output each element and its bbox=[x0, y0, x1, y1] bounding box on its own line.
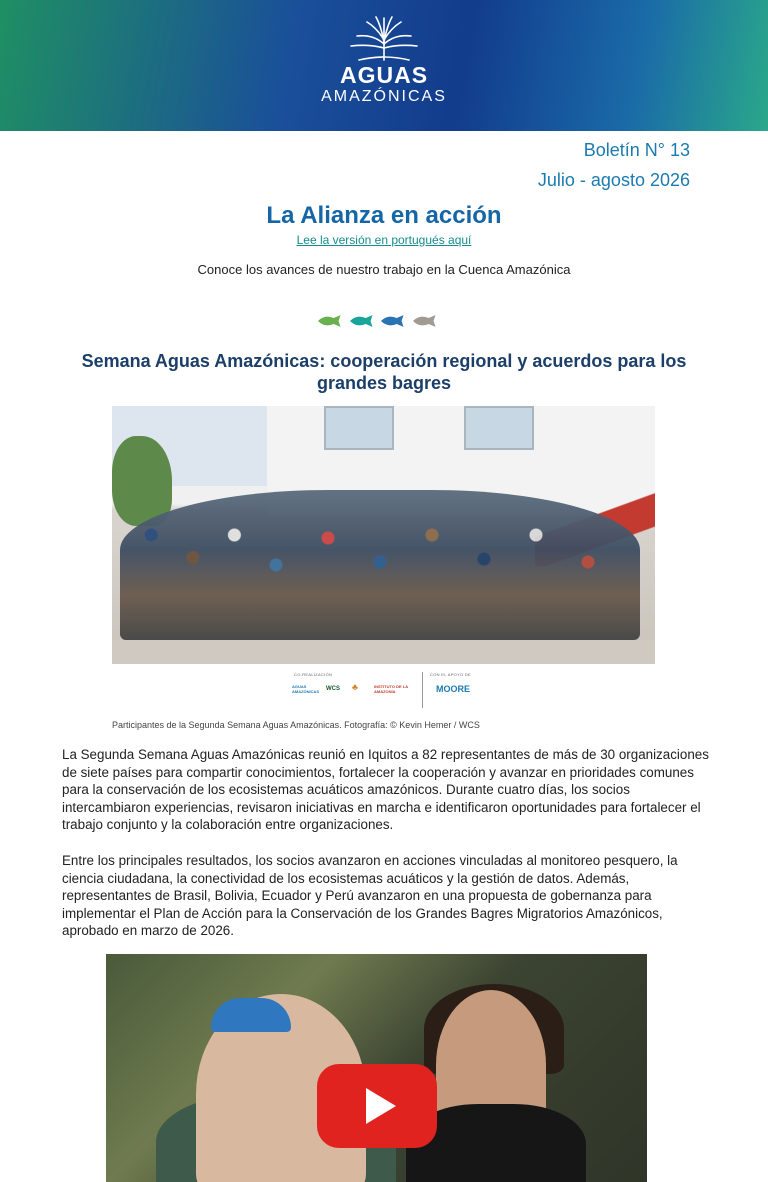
brand-name-line2: AMAZÓNICAS bbox=[321, 88, 447, 105]
aguas-amazonicas-logo: AGUAS AMAZÓNICAS bbox=[292, 684, 320, 694]
leaf-logo-icon: ♣ bbox=[352, 682, 358, 692]
group-photo bbox=[112, 406, 655, 664]
fish-icon bbox=[379, 314, 405, 328]
paragraph-2: Entre los principales resultados, los socios avanzaron en acciones vinculadas al monitoreo pesquero, la ciencia ciudadana, la conectividad de los ecosistemas acuáticos y la gestión de datos. Además, representantes de Brasil, Bolivia, Ecuador y Perú avanzaron en una propuesta de gobernanza para implementar el Plan de Acción para la Conservación de los Grandes Bagres Migratorios Amazónicos, aprobado en marzo de 2026. bbox=[62, 853, 678, 938]
sponsor-logos bbox=[290, 670, 480, 710]
play-button[interactable] bbox=[317, 1064, 437, 1148]
bulletin-period: Julio - agosto 2026 bbox=[537, 170, 690, 190]
instituto-logo: INSTITUTO DE LA AMAZONÍA bbox=[374, 684, 408, 694]
section-title: Semana Aguas Amazónicas: cooperación regional y acuerdos para los grandes bagres bbox=[81, 351, 687, 393]
fish-divider bbox=[316, 314, 436, 330]
brand-name-line1: AGUAS bbox=[339, 62, 429, 88]
sponsor-divider bbox=[422, 672, 423, 708]
sponsor-label-left: CO-REALIZACIÓN bbox=[294, 672, 333, 677]
bulletin-number: Boletín N° 13 bbox=[583, 140, 690, 160]
portuguese-version-link[interactable]: Lee la versión en portugués aquí bbox=[296, 233, 472, 247]
intro-text: Conoce los avances de nuestro trabajo en la Cuenca Amazónica bbox=[197, 262, 571, 277]
wcs-logo: WCS bbox=[326, 686, 340, 692]
page-title: La Alianza en acción bbox=[266, 202, 502, 229]
photo-caption: Participantes de la Segunda Semana Aguas Amazónicas. Fotografía: © Kevin Hemer / WCS bbox=[112, 720, 480, 730]
header-banner bbox=[0, 0, 768, 131]
sponsor-label-right: CON EL APOYO DE bbox=[430, 672, 472, 677]
fish-icon bbox=[316, 314, 342, 328]
paragraph-1: La Segunda Semana Aguas Amazónicas reunió en Iquitos a 82 representantes de más de 30 organizaciones de siete países para compartir conocimientos, fortalecer la cooperación y avanzar en prioridades comunes para la conservación de los ecosistemas acuáticos amazónicos. Durante cuatro días, los socios intercambiaron experiencias, revisaron iniciativas en marcha e identificaron oportunidades para fortalecer el trabajo conjunto y la colaboración entre organizaciones. bbox=[62, 747, 709, 832]
fish-icon bbox=[411, 314, 437, 328]
video-thumbnail[interactable] bbox=[106, 954, 647, 1182]
fish-icon bbox=[348, 314, 374, 328]
moore-logo: MOORE bbox=[436, 684, 471, 694]
play-icon bbox=[366, 1088, 396, 1124]
tree-logo-icon bbox=[343, 14, 425, 62]
